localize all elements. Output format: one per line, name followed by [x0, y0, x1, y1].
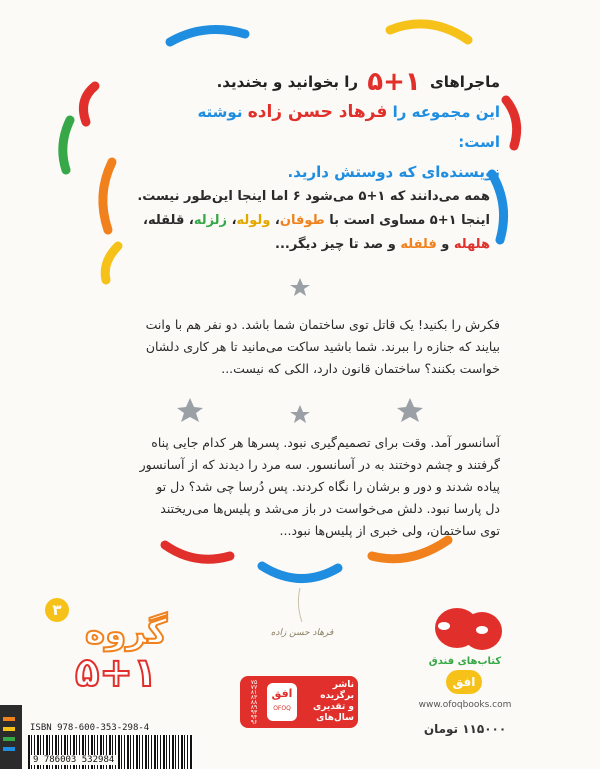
ofoq-logo: افق — [446, 670, 482, 694]
intro-block — [160, 67, 500, 187]
award-years: ۷۵ ۷۷ ۸۱ ۸۳ ۸۸ ۸۹ ۹۳ ۹۴ ۹۶ — [250, 679, 258, 726]
star-icon — [397, 398, 423, 422]
fandogh-books-label: کتاب‌های فندق — [428, 656, 502, 667]
para3-line: گرفتند و چشم دوختند به در آسانسور. سه مرد را دیدند که از آسانسور — [139, 457, 500, 472]
intro-line-3: نویسنده‌ای که دوستش دارید. — [287, 163, 500, 181]
para2-line: فکرش را بکنید! یک قاتل توی ساختمان شما باشد. دو نفر هم با وانت — [145, 317, 500, 332]
price: ۱۱۵۰۰۰ تومان — [423, 722, 507, 736]
eye-icon — [476, 626, 488, 634]
group-word: گروه — [85, 612, 168, 652]
intro-line-1: ماجراهای ۵+۱ را بخوانید و بخندید. — [216, 67, 500, 97]
award-label: ناشر برگزیده و تقدیری سال‌های — [312, 680, 354, 723]
author-name: فرهاد حسن زاده — [247, 102, 388, 122]
award-badge — [240, 676, 358, 728]
orange-swoosh-bottom-right — [372, 540, 448, 559]
divider-line — [298, 588, 302, 622]
blue-swoosh-top — [170, 30, 245, 43]
orange-swoosh-left — [103, 162, 112, 230]
ofoq-logo-small: افق OFOQ — [267, 683, 297, 721]
paragraph-3 — [100, 432, 500, 542]
isbn-label: ISBN 978-600-353-298-4 — [30, 723, 150, 733]
paragraph-1 — [112, 185, 490, 257]
green-swoosh-left — [63, 120, 70, 170]
para1-line-1: همه می‌دانند که ۱+۵ می‌شود ۶ اما اینجا این‌طور نیست. — [137, 189, 490, 204]
series-51-title: ۵+۱ — [367, 67, 421, 97]
para3-line: دل پارسا نبود. دلش می‌خواست در باز می‌شد و پلیس‌ها می‌ریختند — [160, 501, 500, 516]
series-group-badge — [45, 598, 195, 698]
star-icon — [290, 405, 310, 423]
para1-line-2: اینجا ۱+۵ مساوی است با طوفان، ولوله، زلزله، قلقله، — [143, 213, 490, 228]
group-sum: ۵+۱ — [75, 650, 158, 696]
star-icon — [290, 278, 310, 296]
spine-strip — [0, 705, 22, 769]
para3-line: توی ساختمان، ولی خبری از پلیس‌ها نبود... — [279, 523, 500, 538]
red-swoosh-bottom-left — [165, 545, 230, 559]
star-icon — [177, 398, 203, 422]
yellow-swoosh-top — [390, 24, 468, 40]
red-swoosh-left — [83, 86, 95, 122]
paragraph-2 — [108, 314, 500, 380]
para3-line: آسانسور آمد. وقت برای تصمیم‌گیری نبود. پسرها هر کدام جایی پناه — [151, 435, 500, 450]
barcode-digits: 9 786003 532984 — [30, 755, 117, 765]
para1-line-3: هلهله و فلفله و صد تا چیز دیگر... — [275, 237, 490, 252]
intro-line-2: این مجموعه را فرهاد حسن زاده نوشته است: — [197, 102, 500, 151]
author-signature: فرهاد حسن زاده — [270, 628, 334, 638]
publisher-website: www.ofoqbooks.com — [418, 700, 512, 710]
para2-line: خواست بکنند؟ ساختمان قانون دارد، الکی که نیست... — [221, 361, 500, 376]
para3-line: پیاده شدند و دور و برشان را نگاه کردند. پس دُرسا چی شد؟ دل تو — [156, 479, 500, 494]
yellow-swoosh-side — [540, 300, 549, 340]
para2-line: بیایند که جنازه را ببرند. شما باشید ساکت می‌مانید تا هر کاری دلشان — [145, 339, 500, 354]
red-swoosh-right — [506, 100, 517, 146]
eye-icon — [438, 622, 450, 630]
publisher-badge — [420, 608, 510, 698]
blue-swoosh-bottom — [262, 566, 338, 579]
group-number: ۳ — [45, 598, 69, 622]
